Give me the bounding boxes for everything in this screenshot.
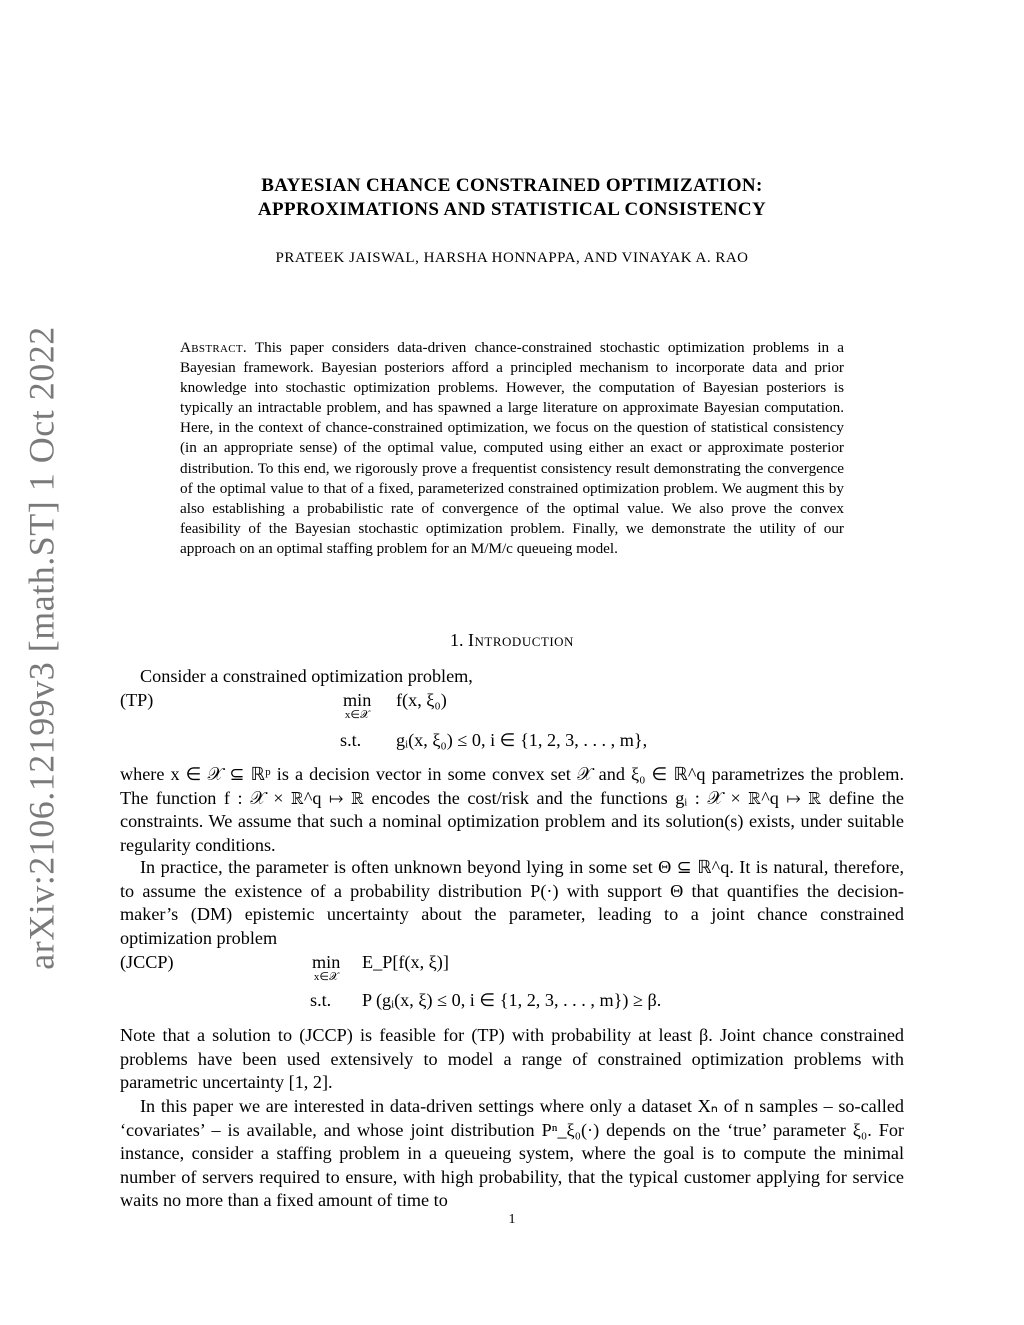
equation-jccp — [120, 952, 904, 1012]
min-operator — [312, 952, 340, 984]
intro-lead-text: Consider a constrained optimization problem, — [140, 666, 473, 686]
paragraph-1 — [120, 763, 904, 857]
section-title: Introduction — [468, 630, 574, 650]
subject-to-label: s.t. — [310, 990, 332, 1010]
title-line-2: APPROXIMATIONS AND STATISTICAL CONSISTENCY — [257, 199, 767, 220]
equation-tag-jccp: (JCCP) — [120, 952, 174, 972]
section-heading — [120, 630, 904, 651]
author-list: PRATEEK JAISWAL, HARSHA HONNAPPA, AND VINAYAK A. RAO — [275, 250, 749, 266]
objective-tp: f(x, ξ₀) — [396, 690, 447, 710]
paragraph-3-text: Note that a solution to (JCCP) is feasible for (TP) with probability at least β. Joint chance constrained problems have been used extensively to model a range of constrained optimization problems with parametric uncertainty [1, 2]. — [120, 1025, 904, 1093]
min-operator — [343, 690, 371, 722]
page-number: 1 — [508, 1212, 516, 1227]
equation-tag-tp: (TP) — [120, 690, 154, 710]
title-line-1: BAYESIAN CHANCE CONSTRAINED OPTIMIZATION: — [261, 175, 763, 196]
abstract-label: Abstract. — [180, 339, 247, 356]
min-label: min — [343, 690, 372, 710]
subject-to-label: s.t. — [340, 730, 362, 750]
min-subscript: x∈𝒳 — [344, 709, 370, 721]
paragraph-4 — [120, 1095, 904, 1213]
arxiv-identifier-text: arXiv:2106.12199v3 [math.ST] 1 Oct 2022 — [22, 326, 63, 970]
paragraph-2-text: In practice, the parameter is often unknown beyond lying in some set Θ ⊆ ℝ^q. It is natural, therefore, to assume the existence of a probability distribution P(·) with support Θ that quantifies the decision-maker’s (DM) epistemic uncertainty about the parameter, leading to a joint chance constrained optimization problem — [120, 857, 904, 948]
paragraph-4-text: In this paper we are interested in data-driven settings where only a dataset Xₙ of n samples – so-called ‘covariates’ – is available, and whose joint distribution Pⁿ_ξ₀(·) depends on the ‘true’ parameter ξ₀. For instance, consider a staffing problem in a queueing system, where the goal is to compute the minimal number of servers required to ensure, with high probability, that the typical customer applying for service waits no more than a fixed amount of time to — [120, 1096, 904, 1211]
paragraph-1-text: where x ∈ 𝒳 ⊆ ℝᵖ is a decision vector in some convex set 𝒳 and ξ₀ ∈ ℝ^q parametrizes the problem. The function f : 𝒳 × ℝ^q ↦ ℝ encodes the cost/risk and the functions gᵢ : 𝒳 × ℝ^q ↦ ℝ define the constraints. We assume that such a nominal optimization problem and its solution(s) exists, under suitable regularity conditions. — [120, 764, 904, 855]
intro-lead-paragraph — [120, 665, 904, 689]
paragraph-2 — [120, 856, 904, 950]
min-subscript: x∈𝒳 — [313, 971, 339, 983]
paper-title — [120, 174, 904, 222]
abstract-text: This paper considers data-driven chance-constrained stochastic optimization problems in a Bayesian framework. Bayesian posteriors afford a principled mechanism to incorporate data and prior knowledge into stochastic optimization problems. However, the computation of Bayesian posteriors is typically an intractable problem, and has spawned a large literature on approximate Bayesian computation. Here, in the context of chance-constrained optimization, we focus on the question of statistical consistency (in an appropriate sense) of the optimal value, computed using either an exact or approximate posterior distribution. To this end, we rigorously prove a frequentist consistency result demonstrating the convergence of the optimal value to that of a fixed, parameterized constrained optimization problem. We augment this by also establishing a probabilistic rate of convergence of the optimal value. We also prove the convex feasibility of the Bayesian stochastic optimization problem. Finally, we demonstrate the utility of our approach on an optimal staffing problem for an M/M/c queueing model. — [180, 339, 844, 557]
section-number: 1. — [450, 630, 464, 650]
equation-tp — [120, 690, 904, 750]
constraint-jccp: P (gᵢ(x, ξ) ≤ 0, i ∈ {1, 2, 3, . . . , m}) ≥ β. — [362, 990, 662, 1010]
arxiv-identifier — [12, 326, 72, 970]
paragraph-3 — [120, 1024, 904, 1095]
objective-jccp: E_P[f(x, ξ)] — [362, 952, 449, 972]
min-label: min — [312, 952, 341, 972]
constraint-tp: gᵢ(x, ξ₀) ≤ 0, i ∈ {1, 2, 3, . . . , m}, — [396, 730, 648, 750]
abstract — [180, 338, 844, 559]
